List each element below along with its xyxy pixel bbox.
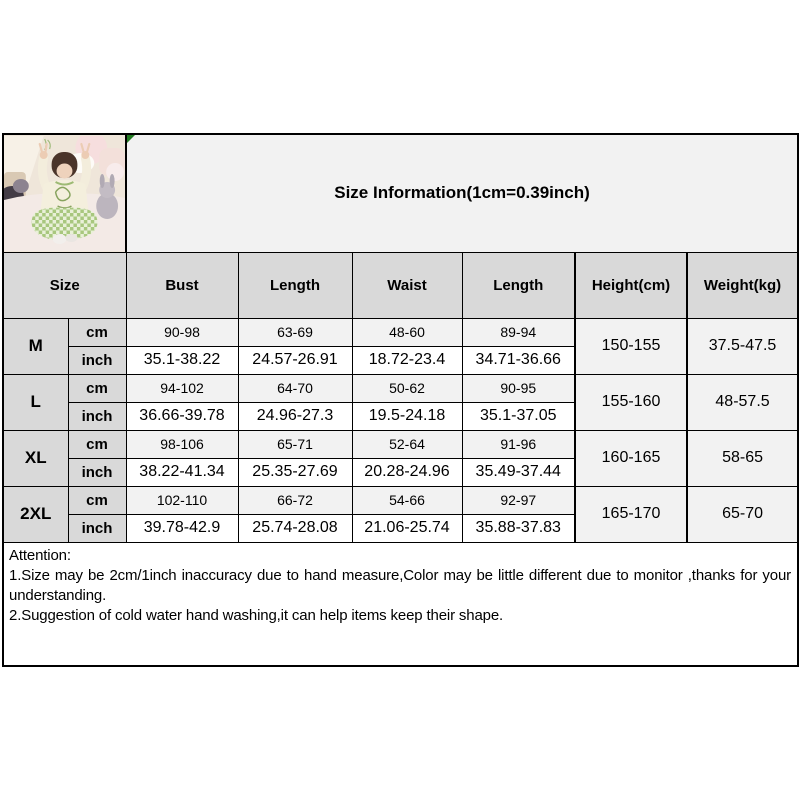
- cell-m-height: 150-155: [575, 318, 687, 374]
- cell-xl-waist-inch: 20.28-24.96: [352, 458, 462, 486]
- cell-m-bust-inch: 35.1-38.22: [126, 346, 238, 374]
- cell-l-length-cm: 64-70: [238, 374, 352, 402]
- attention-section: [4, 543, 797, 626]
- cell-l-bust-inch: 36.66-39.78: [126, 402, 238, 430]
- cell-m-waist-inch: 18.72-23.4: [352, 346, 462, 374]
- table-row-m-cm: [4, 318, 797, 346]
- cell-m-length2-inch: 34.71-36.66: [462, 346, 575, 374]
- attention-note-1: 1.Size may be 2cm/1inch inaccuracy due to hand measure,Color may be little different due to monitor ,thanks for your understanding.: [9, 566, 791, 604]
- cell-xl-height: 160-165: [575, 430, 687, 486]
- cell-xl-length-cm: 65-71: [238, 430, 352, 458]
- cell-2xl-bust-cm: 102-110: [126, 486, 238, 514]
- cell-l-weight: 48-57.5: [687, 374, 797, 430]
- size-label-2xl: 2XL: [4, 486, 68, 542]
- unit-label-inch: inch: [68, 402, 126, 430]
- cell-2xl-bust-inch: 39.78-42.9: [126, 514, 238, 542]
- cell-l-length-inch: 24.96-27.3: [238, 402, 352, 430]
- cell-xl-length-inch: 25.35-27.69: [238, 458, 352, 486]
- cell-m-bust-cm: 90-98: [126, 318, 238, 346]
- page-title: Size Information(1cm=0.39inch): [334, 183, 590, 203]
- header-length-2: Length: [462, 252, 575, 318]
- table-row-xl-cm: [4, 430, 797, 458]
- cell-xl-waist-cm: 52-64: [352, 430, 462, 458]
- cell-l-length2-cm: 90-95: [462, 374, 575, 402]
- header-height: Height(cm): [575, 252, 687, 318]
- cell-xl-bust-cm: 98-106: [126, 430, 238, 458]
- header-waist: Waist: [352, 252, 462, 318]
- header-length: Length: [238, 252, 352, 318]
- size-table: [4, 135, 797, 543]
- size-chart-sheet: [2, 133, 799, 667]
- cell-l-waist-cm: 50-62: [352, 374, 462, 402]
- cell-2xl-waist-cm: 54-66: [352, 486, 462, 514]
- cell-m-weight: 37.5-47.5: [687, 318, 797, 374]
- size-label-l: L: [4, 374, 68, 430]
- title-cell: [126, 135, 797, 252]
- product-photo-illustration: [4, 136, 125, 251]
- size-label-xl: XL: [4, 430, 68, 486]
- cell-2xl-length-inch: 25.74-28.08: [238, 514, 352, 542]
- cell-m-length2-cm: 89-94: [462, 318, 575, 346]
- product-photo: [4, 135, 126, 252]
- header-bust: Bust: [126, 252, 238, 318]
- cell-l-height: 155-160: [575, 374, 687, 430]
- cell-2xl-waist-inch: 21.06-25.74: [352, 514, 462, 542]
- cell-l-length2-inch: 35.1-37.05: [462, 402, 575, 430]
- table-row-2xl-cm: [4, 486, 797, 514]
- cell-xl-length2-cm: 91-96: [462, 430, 575, 458]
- cell-2xl-length2-cm: 92-97: [462, 486, 575, 514]
- unit-label-cm: cm: [68, 486, 126, 514]
- attention-note-2: 2.Suggestion of cold water hand washing,it can help items keep their shape.: [9, 606, 504, 624]
- table-row-l-cm: [4, 374, 797, 402]
- cell-m-length-inch: 24.57-26.91: [238, 346, 352, 374]
- header-size: Size: [4, 252, 126, 318]
- cell-xl-length2-inch: 35.49-37.44: [462, 458, 575, 486]
- table-header-row: [4, 252, 797, 318]
- unit-label-inch: inch: [68, 346, 126, 374]
- unit-label-cm: cm: [68, 318, 126, 346]
- cell-l-bust-cm: 94-102: [126, 374, 238, 402]
- cell-2xl-length-cm: 66-72: [238, 486, 352, 514]
- header-weight: Weight(kg): [687, 252, 797, 318]
- cell-2xl-length2-inch: 35.88-37.83: [462, 514, 575, 542]
- cell-m-length-cm: 63-69: [238, 318, 352, 346]
- unit-label-cm: cm: [68, 430, 126, 458]
- attention-heading: Attention:: [9, 546, 71, 564]
- cell-l-waist-inch: 19.5-24.18: [352, 402, 462, 430]
- unit-label-inch: inch: [68, 514, 126, 542]
- unit-label-cm: cm: [68, 374, 126, 402]
- cell-2xl-height: 165-170: [575, 486, 687, 542]
- size-label-m: M: [4, 318, 68, 374]
- cell-flag-icon: [127, 135, 135, 143]
- cell-m-waist-cm: 48-60: [352, 318, 462, 346]
- cell-2xl-weight: 65-70: [687, 486, 797, 542]
- title-row: [4, 135, 797, 252]
- unit-label-inch: inch: [68, 458, 126, 486]
- cell-xl-weight: 58-65: [687, 430, 797, 486]
- cell-xl-bust-inch: 38.22-41.34: [126, 458, 238, 486]
